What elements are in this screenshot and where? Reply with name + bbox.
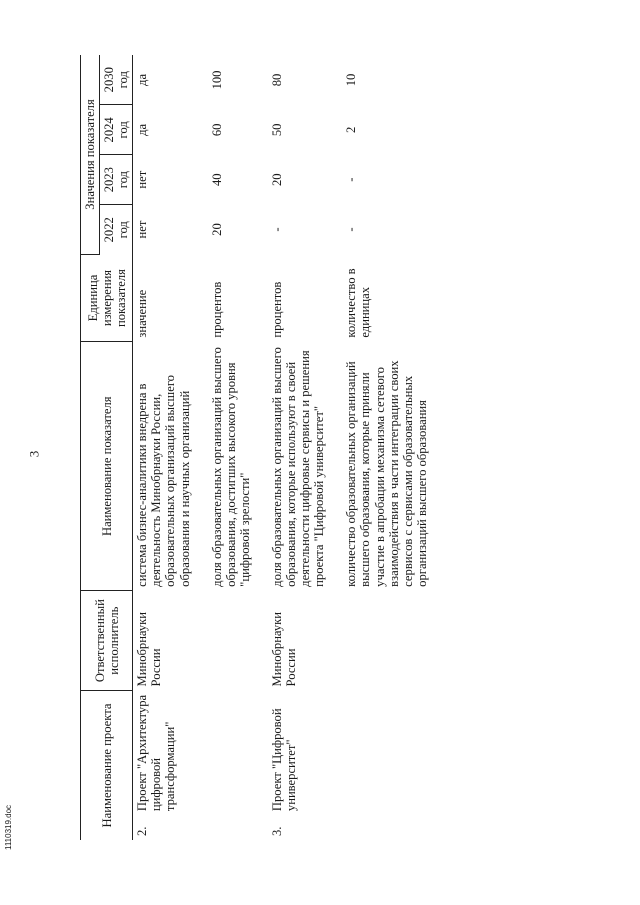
value-2030: 80 <box>269 73 284 87</box>
value-2024: 60 <box>209 123 224 137</box>
header-responsible: Ответственный исполнитель <box>81 591 133 691</box>
value-2023: - <box>344 177 359 182</box>
header-year-2023: 2023 год <box>100 155 133 205</box>
page-number: 3 <box>26 450 42 458</box>
indicators-table <box>80 55 431 840</box>
project-name: Проект "Архитектура цифровой трансформации" <box>135 694 178 812</box>
indicator-unit: количество в единицах <box>344 268 373 338</box>
rotated-table-container <box>80 55 570 840</box>
indicator-unit: значение <box>135 289 150 338</box>
project-name: Проект "Цифровой университет" <box>269 708 299 812</box>
value-2030: 100 <box>209 70 224 90</box>
value-2030: 10 <box>344 73 359 87</box>
indicator-name: система бизнес-аналитики внедрена в деятельность Минобрнауки России, образовательных организаций высшего образования и научных организаций <box>135 375 192 587</box>
header-project: Наименование проекта <box>81 690 133 840</box>
value-2022: нет <box>135 220 150 239</box>
value-2022: - <box>344 227 359 232</box>
header-indicator: Наименование показателя <box>81 342 133 591</box>
responsible-executor: Минобрнауки России <box>269 611 299 687</box>
header-year-2022: 2022 год <box>100 205 133 255</box>
indicator-name: доля образовательных организаций высшего образования, достигших высокого уровня "цифровой зрелости" <box>209 347 252 587</box>
header-unit: Единица измерения показателя <box>81 254 133 341</box>
indicator-name: доля образовательных организаций высшего образования, которые используют в своей деятельности цифровые сервисы и решения проекта "Цифровой университет" <box>269 347 327 587</box>
row-number: 3. <box>269 826 284 836</box>
header-year-2030: 2030 год <box>100 55 133 105</box>
value-2024: да <box>135 123 150 136</box>
value-2023: нет <box>135 170 150 189</box>
responsible-executor: Минобрнауки России <box>135 611 164 687</box>
header-year-2024: 2024 год <box>100 105 133 155</box>
value-2022: 20 <box>209 223 224 236</box>
footer-document-code: 1110319.doc <box>4 804 14 851</box>
table-row <box>254 55 328 840</box>
indicator-name: количество образовательных организаций высшего образования, которые приняли участие в апробации механизма сетевого взаимодействия в части интеграции своих сервисов с сервисами образовательных организаций высшего образования <box>344 360 429 587</box>
indicator-unit: процентов <box>209 281 224 338</box>
header-values-group: Значения показателя <box>81 55 100 254</box>
indicator-unit: процентов <box>269 281 284 338</box>
value-2030: да <box>135 73 150 86</box>
row-number: 2. <box>135 826 150 836</box>
value-2022: - <box>269 227 284 232</box>
value-2024: 2 <box>344 126 359 133</box>
table-row <box>133 55 194 840</box>
value-2023: 20 <box>269 173 284 186</box>
value-2024: 50 <box>269 123 284 137</box>
value-2023: 40 <box>209 173 224 186</box>
